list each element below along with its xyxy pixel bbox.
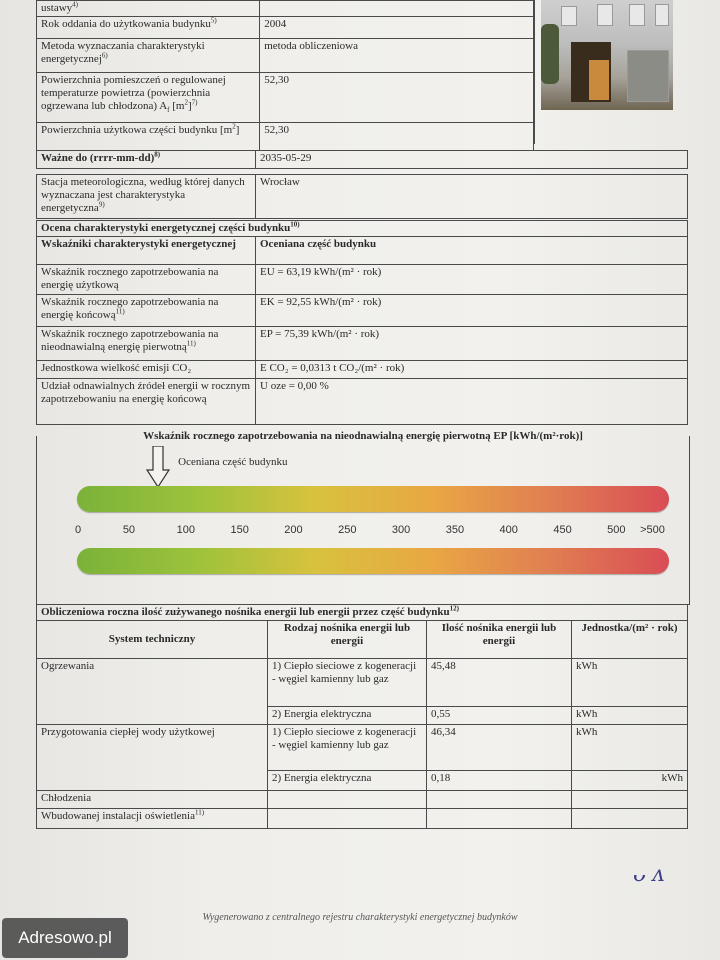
method-value: metoda obliczeniowa bbox=[260, 39, 534, 73]
building-photo bbox=[534, 0, 689, 144]
row-label: ustawy$^{4)}$ bbox=[37, 1, 260, 17]
unit-cell bbox=[572, 809, 688, 829]
scale-tick-label: 50 bbox=[122, 524, 136, 536]
scale-bar-top bbox=[77, 486, 669, 512]
valid-until-label: Ważne do (rrrr-mm-dd)$^{8)}$ bbox=[37, 151, 256, 169]
scale-tick-label: 500 bbox=[607, 524, 626, 536]
row-label: Rok oddania do użytkowania budynku$^{5)}$ bbox=[37, 17, 260, 39]
scale-ticks bbox=[77, 526, 669, 536]
eu-value: EU = 63,19 kWh/(m² · rok) bbox=[256, 265, 688, 295]
building-photo-image bbox=[541, 0, 673, 110]
usable-area-value: 52,30 bbox=[260, 123, 534, 151]
scale-tick-label: >500 bbox=[640, 524, 665, 536]
system-cooling: Chłodzenia bbox=[37, 791, 268, 809]
amount-cell bbox=[427, 809, 572, 829]
station-table bbox=[36, 174, 688, 219]
scale-tick-label: 200 bbox=[284, 524, 303, 536]
validity-table bbox=[36, 150, 688, 169]
ek-value: EK = 92,55 kWh/(m² · rok) bbox=[256, 295, 688, 327]
building-info-table bbox=[36, 0, 534, 151]
assessment-table bbox=[36, 220, 688, 425]
valid-until-value: 2035-05-29 bbox=[256, 151, 688, 169]
consumption-table bbox=[36, 604, 688, 829]
scale-bar-bottom bbox=[77, 548, 669, 574]
heated-area-value: 52,30 bbox=[260, 73, 534, 123]
row-value bbox=[260, 1, 534, 17]
row-label: Metoda wyznaczania charakterystyki energetycznej$^{6)}$ bbox=[37, 39, 260, 73]
system-lighting: Wbudowanej instalacji oświetlenia$^{11)}$ bbox=[37, 809, 268, 829]
carrier-cell: 2) Energia elektryczna bbox=[268, 707, 427, 725]
header-system: System techniczny bbox=[37, 621, 268, 659]
carrier-cell bbox=[268, 809, 427, 829]
carrier-cell bbox=[268, 791, 427, 809]
amount-cell bbox=[427, 791, 572, 809]
watermark-logo: Adresowo.pl bbox=[2, 918, 128, 958]
row-label: Powierzchnia użytkowa części budynku $[m^2]$ bbox=[37, 123, 260, 151]
system-hot-water: Przygotowania ciepłej wody użytkowej bbox=[37, 725, 268, 791]
ep-scale-title: Wskaźnik rocznego zapotrzebowania na nieodnawialną energię pierwotną EP [kWh/(m²·rok)] bbox=[143, 430, 583, 442]
handwritten-initials-icon: ᴗ ᴧ bbox=[632, 862, 665, 887]
building-info-section bbox=[36, 0, 688, 151]
amount-cell: 46,34 bbox=[427, 725, 572, 771]
scale-tick-label: 150 bbox=[230, 524, 249, 536]
co2-value: E CO₂ = 0,0313 t CO₂/(m² · rok) bbox=[256, 361, 688, 379]
unit-cell: kWh bbox=[572, 659, 688, 707]
assessment-title: Ocena charakterystyki energetycznej części budynku$^{10)}$ bbox=[37, 221, 688, 237]
consumption-title: Obliczeniowa roczna ilość zużywanego nośnika energii lub energii przez część budynku$^{12)}$ bbox=[37, 605, 688, 621]
scale-tick-label: 100 bbox=[176, 524, 195, 536]
footer-note: Wygenerowano z centralnego rejestru charakterystyki energetycznej budynków bbox=[202, 912, 518, 923]
eu-label: Wskaźnik rocznego zapotrzebowania na energię użytkową bbox=[37, 265, 256, 295]
scale-tick-label: 450 bbox=[553, 524, 572, 536]
header-carrier: Rodzaj nośnika energii lub energii bbox=[268, 621, 427, 659]
assessment-col2-header: Oceniana część budynku bbox=[256, 237, 688, 265]
scale-tick-label: 250 bbox=[338, 524, 357, 536]
ep-value: EP = 75,39 kWh/(m² · rok) bbox=[256, 327, 688, 361]
co2-label: Jednostkowa wielkość emisji CO₂ bbox=[37, 361, 256, 379]
scale-tick-label: 350 bbox=[445, 524, 465, 536]
unit-cell: kWh bbox=[572, 707, 688, 725]
header-unit: Jednostka/(m² · rok) bbox=[572, 621, 688, 659]
ep-label: Wskaźnik rocznego zapotrzebowania na nieodnawialną energię pierwotną$^{11)}$ bbox=[37, 327, 256, 361]
ep-scale bbox=[36, 430, 690, 605]
scale-tick-label: 300 bbox=[391, 524, 411, 536]
oze-value: U oze = 0,00 % bbox=[256, 379, 688, 425]
amount-cell: 0,18 bbox=[427, 771, 572, 791]
carrier-cell: 1) Ciepło sieciowe z kogeneracji - węgiel kamienny lub gaz bbox=[268, 659, 427, 707]
year-value: 2004 bbox=[260, 17, 534, 39]
assessment-col1-header: Wskaźniki charakterystyki energetycznej bbox=[37, 237, 256, 265]
header-amount: Ilość nośnika energii lub energii bbox=[427, 621, 572, 659]
scale-tick-label: 0 bbox=[75, 524, 82, 536]
scale-tick-label: 400 bbox=[499, 524, 518, 536]
marker-label: Oceniana część budynku bbox=[178, 456, 288, 468]
unit-cell: kWh bbox=[572, 725, 688, 771]
amount-cell: 0,55 bbox=[427, 707, 572, 725]
ek-label: Wskaźnik rocznego zapotrzebowania na energię końcową$^{11)}$ bbox=[37, 295, 256, 327]
carrier-cell: 1) Ciepło sieciowe z kogeneracji - węgiel kamienny lub gaz bbox=[268, 725, 427, 771]
unit-cell bbox=[572, 791, 688, 809]
amount-cell: 45,48 bbox=[427, 659, 572, 707]
carrier-cell: 2) Energia elektryczna bbox=[268, 771, 427, 791]
station-label: Stacja meteorologiczna, według której danych wyznaczana jest charakterystyka energetyczna$^{9)}$ bbox=[37, 175, 256, 219]
station-value: Wrocław bbox=[256, 175, 688, 219]
system-heating: Ogrzewania bbox=[37, 659, 268, 725]
row-label: Powierzchnia pomieszczeń o regulowanej temperaturze powietrza (powierzchnia ogrzewana lub chłodzona) $A_f$ $[m^2]^{7)}$ bbox=[37, 73, 260, 123]
unit-cell: kWh bbox=[572, 771, 688, 791]
oze-label: Udział odnawialnych źródeł energii w rocznym zapotrzebowaniu na energię końcową bbox=[37, 379, 256, 425]
